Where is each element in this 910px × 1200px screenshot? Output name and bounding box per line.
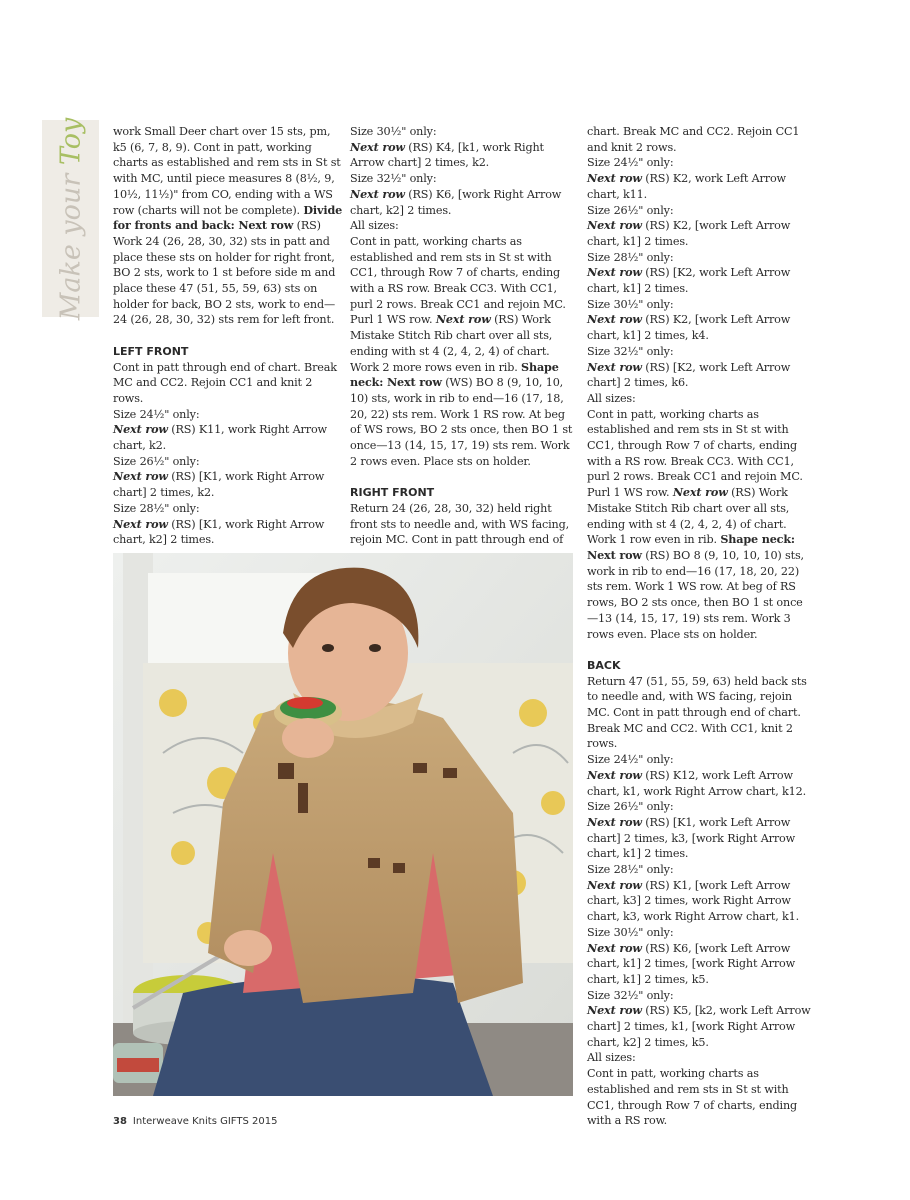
page-footer [113,1116,277,1127]
instruction: Next row (RS) K12, work Left Arrow chart, k1, work Right Arrow chart, k12. [587,767,806,798]
section-tab-title [55,117,86,319]
size-label: Size 26½" only: [587,800,674,814]
size-label: Size 28½" only: [113,501,200,515]
instruction: Next row (RS) K6, [work Right Arrow chart, k2] 2 times. [350,186,562,217]
paragraph: chart. Break MC and CC2. Rejoin CC1 and knit 2 rows. [587,125,800,154]
size-label: Size 30½" only: [350,125,437,138]
paragraph: Return 47 (51, 55, 59, 63) held back sts to needle and, with WS facing, rejoin MC. Cont in patt through end of chart. Break MC and CC2. With CC1, knit 2 rows. [587,674,807,751]
text-column-3 [587,124,813,1129]
section-tab-title-accent: Toy [55,117,86,165]
section-heading-left-front: LEFT FRONT [113,344,189,358]
size-label: Size 26½" only: [113,454,200,468]
instruction: Next row (RS) [K2, work Left Arrow chart, k1] 2 times. [587,265,791,296]
section-tab-title-prefix: Make your [55,164,86,320]
all-sizes-label: All sizes: [350,219,399,233]
section-heading-back: BACK [587,658,621,672]
section-tab [42,117,99,320]
instruction: Next row (RS) K6, [work Left Arrow chart, k1] 2 times, [work Right Arrow chart, k1] 2 times, k5. [587,940,796,986]
page-number: 38 [113,1116,127,1127]
text-column-2 [350,124,578,548]
instruction: Next row (RS) K1, [work Left Arrow chart, k3] 2 times, work Right Arrow chart, k3, work Right Arrow chart, k1. [587,877,800,924]
paragraph: Cont in patt through end of chart. Break MC and CC2. Rejoin CC1 and knit 2 rows. [113,360,337,405]
paragraph: Cont in patt, working charts as established and rem sts in St st with CC1, through Row 7 of charts, ending with a RS row. Break CC3. With CC1, purl 2 rows. Break CC1 and rejoin MC. Purl 1 WS row. Next row (RS) Work Mistake Stitch Rib chart over all sts, ending with st 4 (2, 4, 2, 4) of chart. Work 2 more rows even in rib. Shape neck: Next row (WS) BO 8 (9, 10, 10, 10) sts, work in rib to end—16 (17, 18, 20, 22) sts rem. Work 1 RS row. At beg of WS rows, BO 2 sts once, then BO 1 st once—13 (14, 15, 17, 19) sts rem. Work 2 rows even. Place sts on holder. [350,234,573,468]
instruction: Next row (RS) K2, work Left Arrow chart, k11. [587,171,786,201]
size-label: Size 24½" only: [587,753,674,767]
size-label: Size 32½" only: [587,988,674,1002]
all-sizes-label: All sizes: [587,391,636,405]
paragraph: Return 24 (26, 28, 30, 32) held right front sts to needle and, with WS facing, rejoin MC. Cont in patt through end of [350,501,570,547]
size-label: Size 30½" only: [587,297,674,311]
size-label: Size 28½" only: [587,863,674,877]
instruction: Next row (RS) K4, [k1, work Right Arrow chart] 2 times, k2. [350,139,544,170]
instruction: Next row (RS) K11, work Right Arrow chart, k2. [113,422,327,453]
section-heading-right-front: RIGHT FRONT [350,486,435,500]
size-label: Size 24½" only: [587,156,674,170]
size-label: Size 32½" only: [587,344,674,358]
text-column-1 [113,124,343,548]
size-label: Size 26½" only: [587,203,674,217]
instruction: Next row (RS) K2, [work Left Arrow chart, k1] 2 times. [587,218,791,248]
paragraph: Cont in patt, working charts as established and rem sts in St st with CC1, through Row 7 of charts, ending with a RS row. [587,1067,798,1128]
paragraph: Cont in patt, working charts as established and rem sts in St st with CC1, through Row 7 of charts, ending with a RS row. Break CC3. With CC1, purl 2 rows. Break CC1 and rejoin MC. Purl 1 WS row. Next row (RS) Work Mistake Stitch Rib chart over all sts, ending with st 4 (2, 4, 2, 4) of chart. Work 1 row even in rib. Shape neck: Next row (RS) BO 8 (9, 10, 10, 10) sts, work in rib to end—16 (17, 18, 20, 22) sts rem. Work 1 WS row. At beg of RS rows, BO 2 sts once, then BO 1 st once—13 (14, 15, 17, 19) sts rem. Work 3 rows even. Place sts on holder. [587,407,804,641]
instruction: Next row (RS) [K2, work Left Arrow chart] 2 times, k6. [587,359,791,390]
instruction: Next row (RS) K2, [work Left Arrow chart, k1] 2 times, k4. [587,312,791,343]
instruction: Next row (RS) [K1, work Left Arrow chart] 2 times, k3, [work Right Arrow chart, k1] 2 times. [587,814,796,861]
magazine-title: Interweave Knits GIFTS 2015 [132,1116,278,1127]
size-label: Size 24½" only: [113,407,200,421]
instruction: Next row (RS) [K1, work Right Arrow chart, k2] 2 times. [113,516,325,547]
paragraph: work Small Deer chart over 15 sts, pm, k5 (6, 7, 8, 9). Cont in patt, working charts as established and rem sts in St st with MC, until piece measures 8 (8½, 9, 10½, 11½)" from CO, ending with a WS row (charts will not be complete). Divide for fronts and back: Next row (RS) Work 24 (26, 28, 30, 32) sts in patt and place these sts on holder for right front, BO 2 sts, work to 1 st before side m and place these 47 (51, 55, 59, 63) sts on holder for back, BO 2 sts, work to end—24 (26, 28, 30, 32) sts rem for left front. [113,125,343,327]
size-label: Size 28½" only: [587,250,674,264]
instruction: Next row (RS) K5, [k2, work Left Arrow chart] 2 times, k1, [work Right Arrow chart, k2] 2 times, k5. [587,1003,811,1049]
instruction: Next row (RS) [K1, work Right Arrow chart] 2 times, k2. [113,469,325,500]
photo-boy-in-cardigan [113,553,573,1096]
all-sizes-label: All sizes: [587,1051,636,1065]
size-label: Size 32½" only: [350,172,437,186]
size-label: Size 30½" only: [587,925,674,939]
